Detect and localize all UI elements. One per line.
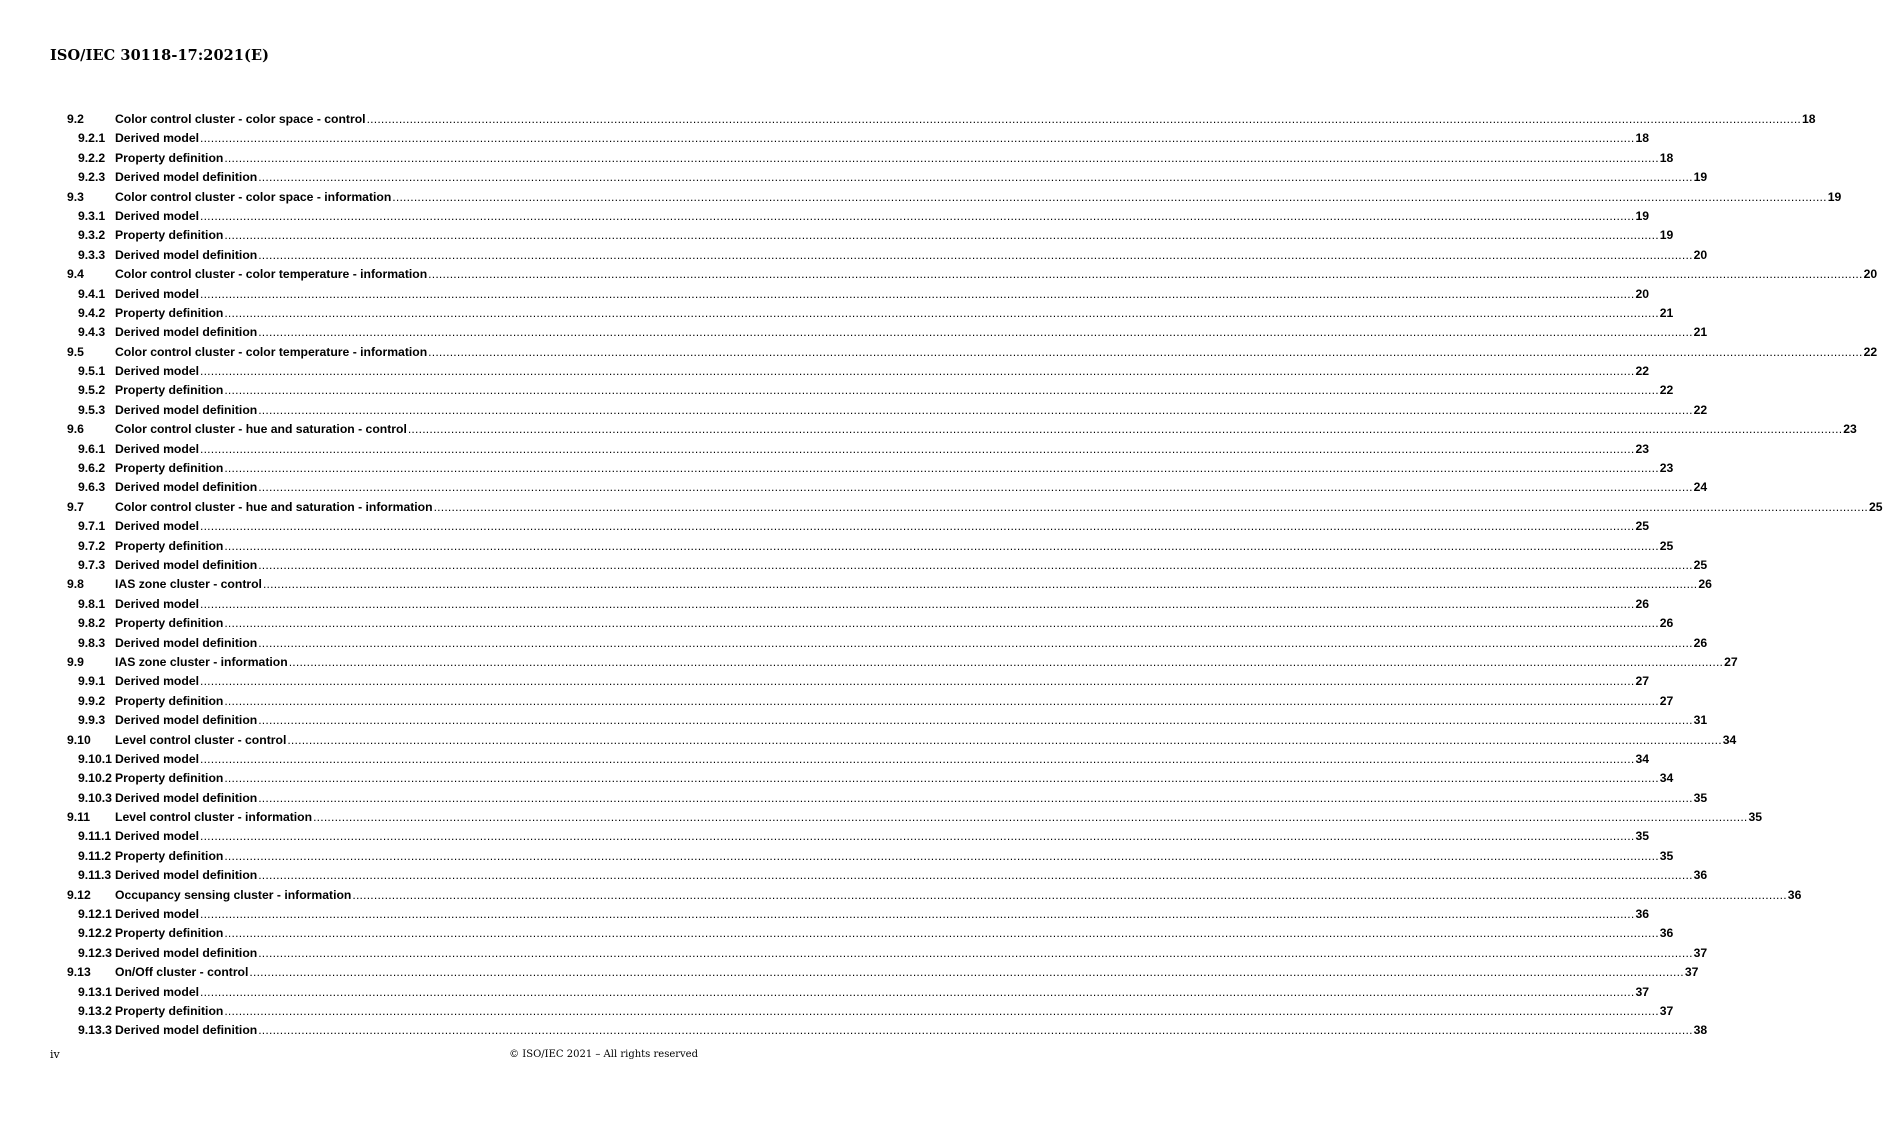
toc-entry[interactable] bbox=[67, 323, 1708, 342]
toc-entry-title: IAS zone cluster - information bbox=[115, 654, 288, 669]
toc-entry-page: 20 bbox=[1863, 267, 1878, 282]
toc-dot-leader: ................................................................................................................................................................................................................................................................................................................................................................................................................ bbox=[249, 965, 1684, 980]
toc-entry-page: 18 bbox=[1802, 112, 1816, 126]
toc-entry-page: 19 bbox=[1659, 228, 1674, 243]
document-id-header: ISO/IEC 30118-17:2021(E) bbox=[50, 47, 270, 64]
toc-entry-page: 18 bbox=[1635, 131, 1649, 146]
toc-entry-number: 9.6.3 bbox=[78, 480, 106, 495]
toc-entry-page: 37 bbox=[1635, 984, 1649, 999]
toc-dot-leader: ................................................................................................................................................................................................................................................................................................................................................................................................................ bbox=[200, 286, 1635, 301]
toc-entry[interactable] bbox=[67, 1002, 1674, 1021]
toc-entry-number: 9.12.3 bbox=[78, 945, 112, 960]
toc-entry-page: 19 bbox=[1827, 189, 1842, 204]
toc-entry-number: 9.5.3 bbox=[78, 402, 106, 417]
toc-entry-number: 9.11 bbox=[67, 810, 91, 825]
toc-entry-title: Color control cluster - color space - information bbox=[115, 189, 392, 204]
toc-entry-page: 35 bbox=[1693, 790, 1708, 805]
toc-entry-page: 37 bbox=[1659, 1003, 1674, 1018]
toc-entry[interactable] bbox=[67, 924, 1674, 943]
toc-entry-number: 9.5.1 bbox=[78, 364, 106, 379]
toc-dot-leader: ................................................................................................................................................................................................................................................................................................................................................................................................................ bbox=[428, 344, 1863, 359]
toc-dot-leader: ................................................................................................................................................................................................................................................................................................................................................................................................................ bbox=[224, 228, 1659, 243]
toc-dot-leader: ................................................................................................................................................................................................................................................................................................................................................................................................................ bbox=[200, 131, 1635, 146]
toc-entry-number: 9.11.3 bbox=[78, 868, 112, 883]
toc-dot-leader: ................................................................................................................................................................................................................................................................................................................................................................................................................ bbox=[224, 305, 1659, 320]
toc-dot-leader: ................................................................................................................................................................................................................................................................................................................................................................................................................ bbox=[258, 480, 1693, 495]
toc-entry-page: 25 bbox=[1693, 557, 1708, 572]
toc-entry[interactable] bbox=[67, 537, 1674, 556]
toc-dot-leader: ................................................................................................................................................................................................................................................................................................................................................................................................................ bbox=[224, 150, 1659, 165]
toc-entry-title: IAS zone cluster - control bbox=[115, 577, 262, 592]
toc-entry[interactable] bbox=[67, 827, 1649, 846]
toc-entry-page: 25 bbox=[1869, 499, 1883, 514]
toc-dot-leader: ................................................................................................................................................................................................................................................................................................................................................................................................................ bbox=[288, 654, 1724, 669]
toc-entry-page: 25 bbox=[1635, 519, 1649, 534]
toc-entry-page: 26 bbox=[1693, 635, 1708, 650]
toc-dot-leader: ................................................................................................................................................................................................................................................................................................................................................................................................................ bbox=[200, 829, 1635, 844]
toc-entry-page: 24 bbox=[1693, 480, 1708, 495]
toc-entry-page: 34 bbox=[1722, 732, 1737, 747]
toc-entry-title: Property definition bbox=[115, 228, 224, 243]
toc-dot-leader: ................................................................................................................................................................................................................................................................................................................................................................................................................ bbox=[200, 441, 1635, 456]
toc-entry-number: 9.11.1 bbox=[78, 829, 112, 844]
toc-entry-title: Derived model definition bbox=[115, 1023, 258, 1038]
toc-entry-title: On/Off cluster - control bbox=[115, 965, 249, 980]
toc-entry-number: 9.3.1 bbox=[78, 208, 106, 223]
toc-entry[interactable] bbox=[67, 575, 1712, 594]
toc-entry-page: 35 bbox=[1635, 829, 1649, 844]
toc-entry-title: Derived model bbox=[115, 907, 199, 922]
toc-entry-number: 9.8.1 bbox=[78, 596, 106, 611]
toc-dot-leader: ................................................................................................................................................................................................................................................................................................................................................................................................................ bbox=[433, 499, 1869, 514]
toc-entry-number: 9.8.3 bbox=[78, 635, 106, 650]
toc-entry-number: 9.12.1 bbox=[78, 907, 112, 922]
toc-dot-leader: ................................................................................................................................................................................................................................................................................................................................................................................................................ bbox=[200, 751, 1635, 766]
toc-dot-leader: ................................................................................................................................................................................................................................................................................................................................................................................................................ bbox=[224, 461, 1659, 476]
toc-dot-leader: ................................................................................................................................................................................................................................................................................................................................................................................................................ bbox=[200, 364, 1635, 379]
toc-entry-page: 34 bbox=[1635, 751, 1649, 766]
toc-entry[interactable] bbox=[67, 129, 1649, 148]
toc-entry-number: 9.3.3 bbox=[78, 247, 106, 262]
toc-entry-title: Property definition bbox=[115, 538, 224, 553]
toc-dot-leader: ................................................................................................................................................................................................................................................................................................................................................................................................................ bbox=[224, 616, 1659, 631]
toc-entry-page: 37 bbox=[1684, 965, 1699, 980]
toc-entry[interactable] bbox=[67, 440, 1649, 459]
toc-entry[interactable] bbox=[67, 498, 1883, 517]
toc-entry-number: 9.7.3 bbox=[78, 557, 106, 572]
toc-entry-title: Property definition bbox=[115, 848, 224, 863]
toc-entry-title: Derived model bbox=[115, 131, 199, 146]
toc-dot-leader: ................................................................................................................................................................................................................................................................................................................................................................................................................ bbox=[392, 189, 1827, 204]
toc-dot-leader: ................................................................................................................................................................................................................................................................................................................................................................................................................ bbox=[200, 519, 1635, 534]
toc-dot-leader: ................................................................................................................................................................................................................................................................................................................................................................................................................ bbox=[262, 577, 1698, 592]
toc-entry-page: 19 bbox=[1635, 208, 1649, 223]
toc-entry-number: 9.2.3 bbox=[78, 170, 106, 185]
toc-entry[interactable] bbox=[67, 381, 1674, 400]
toc-entry-page: 37 bbox=[1693, 945, 1708, 960]
toc-entry-page: 18 bbox=[1659, 150, 1674, 165]
toc-entry-page: 22 bbox=[1635, 364, 1649, 379]
toc-entry[interactable] bbox=[67, 692, 1674, 711]
toc-entry-title: Color control cluster - hue and saturation - control bbox=[115, 422, 407, 437]
toc-entry-title: Property definition bbox=[115, 616, 224, 631]
toc-dot-leader: ................................................................................................................................................................................................................................................................................................................................................................................................................ bbox=[258, 713, 1693, 728]
toc-entry-page: 23 bbox=[1843, 422, 1857, 437]
toc-dot-leader: ................................................................................................................................................................................................................................................................................................................................................................................................................ bbox=[407, 422, 1843, 437]
toc-dot-leader: ................................................................................................................................................................................................................................................................................................................................................................................................................ bbox=[224, 771, 1659, 786]
toc-entry-number: 9.11.2 bbox=[78, 848, 112, 863]
toc-entry-title: Property definition bbox=[115, 305, 224, 320]
toc-entry[interactable] bbox=[67, 769, 1674, 788]
toc-entry-page: 20 bbox=[1635, 286, 1649, 301]
toc-entry-page: 36 bbox=[1693, 868, 1708, 883]
toc-entry-title: Property definition bbox=[115, 1003, 224, 1018]
toc-entry-number: 9.12.2 bbox=[78, 926, 112, 941]
toc-entry-number: 9.4 bbox=[67, 267, 84, 282]
toc-entry-number: 9.2 bbox=[67, 112, 84, 126]
toc-entry-number: 9.8 bbox=[67, 577, 84, 592]
toc-entry-page: 31 bbox=[1693, 713, 1708, 728]
toc-dot-leader: ................................................................................................................................................................................................................................................................................................................................................................................................................ bbox=[200, 674, 1635, 689]
toc-entry-page: 35 bbox=[1748, 810, 1763, 825]
toc-dot-leader: ................................................................................................................................................................................................................................................................................................................................................................................................................ bbox=[224, 383, 1659, 398]
toc-entry[interactable] bbox=[67, 731, 1737, 750]
toc-entry[interactable] bbox=[67, 188, 1842, 207]
toc-entry-title: Derived model definition bbox=[115, 713, 258, 728]
toc-entry[interactable] bbox=[67, 420, 1857, 439]
toc-entry[interactable] bbox=[67, 634, 1708, 653]
toc-entry-title: Derived model definition bbox=[115, 868, 258, 883]
toc-entry[interactable] bbox=[67, 750, 1649, 769]
toc-entry-title: Property definition bbox=[115, 771, 224, 786]
toc-entry[interactable] bbox=[67, 672, 1649, 691]
toc-entry-number: 9.10.2 bbox=[78, 771, 112, 786]
toc-dot-leader: ................................................................................................................................................................................................................................................................................................................................................................................................................ bbox=[224, 693, 1659, 708]
toc-entry[interactable] bbox=[67, 285, 1649, 304]
toc-entry-number: 9.5 bbox=[67, 344, 84, 359]
toc-entry-number: 9.3 bbox=[67, 189, 84, 204]
toc-dot-leader: ................................................................................................................................................................................................................................................................................................................................................................................................................ bbox=[258, 1023, 1693, 1038]
toc-entry-title: Derived model bbox=[115, 596, 199, 611]
toc-entry-page: 36 bbox=[1659, 926, 1674, 941]
toc-entry-number: 9.6.2 bbox=[78, 461, 106, 476]
toc-entry-page: 27 bbox=[1659, 693, 1674, 708]
toc-entry-page: 22 bbox=[1693, 402, 1708, 417]
toc-entry[interactable] bbox=[67, 459, 1674, 478]
toc-entry-title: Color control cluster - color temperature - information bbox=[115, 267, 428, 282]
toc-dot-leader: ................................................................................................................................................................................................................................................................................................................................................................................................................ bbox=[200, 984, 1635, 999]
page-number: iv bbox=[50, 1048, 60, 1061]
toc-entry-number: 9.13 bbox=[67, 965, 91, 980]
toc-entry[interactable] bbox=[67, 401, 1708, 420]
toc-entry-number: 9.7.2 bbox=[78, 538, 106, 553]
toc-entry-page: 26 bbox=[1698, 577, 1712, 592]
copyright-notice: © ISO/IEC 2021 – All rights reserved bbox=[509, 1049, 698, 1060]
toc-dot-leader: ................................................................................................................................................................................................................................................................................................................................................................................................................ bbox=[258, 247, 1693, 262]
toc-entry-title: Derived model definition bbox=[115, 402, 258, 417]
toc-entry-title: Color control cluster - hue and saturation - information bbox=[115, 499, 433, 514]
toc-entry[interactable] bbox=[67, 246, 1708, 265]
toc-dot-leader: ................................................................................................................................................................................................................................................................................................................................................................................................................ bbox=[258, 790, 1693, 805]
toc-dot-leader: ................................................................................................................................................................................................................................................................................................................................................................................................................ bbox=[224, 848, 1659, 863]
toc-entry-page: 21 bbox=[1659, 305, 1674, 320]
toc-entry[interactable] bbox=[67, 478, 1708, 497]
toc-entry[interactable] bbox=[67, 1021, 1708, 1040]
toc-entry-number: 9.10.3 bbox=[78, 790, 112, 805]
toc-entry-number: 9.13.3 bbox=[78, 1023, 112, 1038]
toc-entry-number: 9.2.1 bbox=[78, 131, 106, 146]
toc-entry-number: 9.9 bbox=[67, 654, 84, 669]
toc-entry-title: Derived model bbox=[115, 208, 199, 223]
toc-entry-title: Derived model bbox=[115, 829, 199, 844]
toc-entry[interactable] bbox=[67, 304, 1674, 323]
toc-entry-page: 36 bbox=[1635, 907, 1649, 922]
toc-entry-title: Derived model definition bbox=[115, 247, 258, 262]
toc-entry-page: 22 bbox=[1863, 344, 1878, 359]
toc-entry[interactable] bbox=[67, 983, 1649, 1002]
toc-entry-number: 9.6.1 bbox=[78, 441, 106, 456]
toc-dot-leader: ................................................................................................................................................................................................................................................................................................................................................................................................................ bbox=[258, 170, 1693, 185]
toc-entry-title: Property definition bbox=[115, 693, 224, 708]
toc-entry-number: 9.3.2 bbox=[78, 228, 106, 243]
toc-entry-page: 26 bbox=[1659, 616, 1674, 631]
toc-entry-title: Derived model definition bbox=[115, 790, 258, 805]
toc-dot-leader: ................................................................................................................................................................................................................................................................................................................................................................................................................ bbox=[258, 402, 1693, 417]
toc-entry[interactable] bbox=[67, 207, 1649, 226]
toc-entry-page: 23 bbox=[1659, 461, 1674, 476]
toc-entry-title: Derived model definition bbox=[115, 325, 258, 340]
toc-entry[interactable] bbox=[67, 789, 1708, 808]
toc-entry-page: 36 bbox=[1787, 887, 1802, 902]
toc-dot-leader: ................................................................................................................................................................................................................................................................................................................................................................................................................ bbox=[224, 1003, 1659, 1018]
toc-entry[interactable] bbox=[67, 226, 1674, 245]
toc-entry-title: Color control cluster - color temperature - information bbox=[115, 344, 428, 359]
toc-entry-number: 9.8.2 bbox=[78, 616, 106, 631]
toc-entry-page: 27 bbox=[1724, 654, 1738, 669]
toc-entry-page: 26 bbox=[1635, 596, 1649, 611]
toc-entry-page: 35 bbox=[1659, 848, 1674, 863]
toc-dot-leader: ................................................................................................................................................................................................................................................................................................................................................................................................................ bbox=[258, 945, 1693, 960]
toc-entry-title: Level control cluster - control bbox=[115, 732, 287, 747]
toc-entry[interactable] bbox=[67, 595, 1649, 614]
toc-dot-leader: ................................................................................................................................................................................................................................................................................................................................................................................................................ bbox=[200, 208, 1635, 223]
toc-entry-page: 27 bbox=[1635, 674, 1649, 689]
toc-entry-title: Derived model bbox=[115, 519, 199, 534]
toc-dot-leader: ................................................................................................................................................................................................................................................................................................................................................................................................................ bbox=[258, 325, 1693, 340]
toc-entry[interactable] bbox=[67, 149, 1674, 168]
toc-entry-page: 38 bbox=[1693, 1023, 1708, 1038]
toc-entry-title: Derived model definition bbox=[115, 170, 258, 185]
toc-entry[interactable] bbox=[67, 614, 1674, 633]
toc-entry-title: Derived model bbox=[115, 441, 199, 456]
toc-entry-title: Derived model definition bbox=[115, 480, 258, 495]
toc-entry-title: Derived model bbox=[115, 364, 199, 379]
toc-dot-leader: ................................................................................................................................................................................................................................................................................................................................................................................................................ bbox=[200, 907, 1635, 922]
toc-entry-number: 9.7.1 bbox=[78, 519, 106, 534]
toc-entry-title: Property definition bbox=[115, 383, 224, 398]
toc-dot-leader: ................................................................................................................................................................................................................................................................................................................................................................................................................ bbox=[224, 926, 1659, 941]
toc-dot-leader: ................................................................................................................................................................................................................................................................................................................................................................................................................ bbox=[258, 868, 1693, 883]
toc-entry[interactable] bbox=[67, 963, 1699, 982]
toc-entry-title: Derived model bbox=[115, 984, 199, 999]
toc-entry[interactable] bbox=[67, 886, 1802, 905]
toc-entry-number: 9.6 bbox=[67, 422, 84, 437]
toc-entry[interactable] bbox=[67, 343, 1878, 362]
toc-dot-leader: ................................................................................................................................................................................................................................................................................................................................................................................................................ bbox=[258, 557, 1693, 572]
toc-dot-leader: ................................................................................................................................................................................................................................................................................................................................................................................................................ bbox=[200, 596, 1635, 611]
toc-entry[interactable] bbox=[67, 944, 1708, 963]
toc-entry[interactable] bbox=[67, 711, 1708, 730]
toc-entry-number: 9.5.2 bbox=[78, 383, 106, 398]
toc-entry[interactable] bbox=[67, 168, 1708, 187]
toc-dot-leader: ................................................................................................................................................................................................................................................................................................................................................................................................................ bbox=[428, 267, 1863, 282]
toc-entry[interactable] bbox=[67, 653, 1738, 672]
toc-entry-number: 9.10.1 bbox=[78, 751, 112, 766]
toc-entry-number: 9.4.3 bbox=[78, 325, 106, 340]
toc-dot-leader: ................................................................................................................................................................................................................................................................................................................................................................................................................ bbox=[258, 635, 1693, 650]
toc-entry-title: Derived model definition bbox=[115, 635, 258, 650]
table-of-contents bbox=[67, 110, 1883, 1041]
toc-entry[interactable] bbox=[67, 808, 1763, 827]
toc-entry-number: 9.9.1 bbox=[78, 674, 106, 689]
toc-dot-leader: ................................................................................................................................................................................................................................................................................................................................................................................................................ bbox=[366, 112, 1801, 126]
toc-entry-page: 34 bbox=[1659, 771, 1674, 786]
toc-entry-title: Derived model definition bbox=[115, 557, 258, 572]
toc-entry-title: Level control cluster - information bbox=[115, 810, 313, 825]
toc-entry-title: Derived model bbox=[115, 674, 199, 689]
toc-entry-number: 9.13.2 bbox=[78, 1003, 112, 1018]
toc-entry[interactable] bbox=[67, 362, 1649, 381]
toc-dot-leader: ................................................................................................................................................................................................................................................................................................................................................................................................................ bbox=[224, 538, 1659, 553]
toc-entry-number: 9.9.2 bbox=[78, 693, 106, 708]
toc-entry[interactable] bbox=[67, 265, 1878, 284]
toc-entry[interactable] bbox=[67, 866, 1708, 885]
toc-entry-number: 9.10 bbox=[67, 732, 91, 747]
toc-entry-title: Property definition bbox=[115, 461, 224, 476]
toc-entry-page: 20 bbox=[1693, 247, 1708, 262]
toc-entry-title: Occupancy sensing cluster - information bbox=[115, 887, 352, 902]
toc-entry-title: Property definition bbox=[115, 150, 224, 165]
toc-entry-number: 9.12 bbox=[67, 887, 91, 902]
toc-entry-page: 19 bbox=[1693, 170, 1708, 185]
toc-entry-page: 22 bbox=[1659, 383, 1674, 398]
toc-entry[interactable] bbox=[67, 847, 1674, 866]
toc-entry-title: Derived model definition bbox=[115, 945, 258, 960]
toc-entry[interactable] bbox=[67, 517, 1649, 536]
toc-dot-leader: ................................................................................................................................................................................................................................................................................................................................................................................................................ bbox=[352, 887, 1787, 902]
toc-entry-page: 23 bbox=[1635, 441, 1649, 456]
toc-entry-title: Color control cluster - color space - control bbox=[115, 112, 366, 126]
toc-dot-leader: ................................................................................................................................................................................................................................................................................................................................................................................................................ bbox=[287, 732, 1722, 747]
toc-entry[interactable] bbox=[67, 556, 1708, 575]
toc-entry-title: Derived model bbox=[115, 751, 199, 766]
toc-dot-leader: ................................................................................................................................................................................................................................................................................................................................................................................................................ bbox=[313, 810, 1748, 825]
toc-entry[interactable] bbox=[67, 905, 1649, 924]
toc-entry-title: Property definition bbox=[115, 926, 224, 941]
toc-entry-number: 9.2.2 bbox=[78, 150, 106, 165]
toc-entry-title: Derived model bbox=[115, 286, 199, 301]
toc-entry[interactable] bbox=[67, 110, 1816, 129]
toc-entry-number: 9.4.1 bbox=[78, 286, 106, 301]
toc-entry-number: 9.4.2 bbox=[78, 305, 106, 320]
toc-entry-page: 21 bbox=[1693, 325, 1708, 340]
toc-entry-number: 9.13.1 bbox=[78, 984, 112, 999]
toc-entry-page: 25 bbox=[1659, 538, 1674, 553]
toc-entry-number: 9.9.3 bbox=[78, 713, 106, 728]
toc-entry-number: 9.7 bbox=[67, 499, 84, 514]
